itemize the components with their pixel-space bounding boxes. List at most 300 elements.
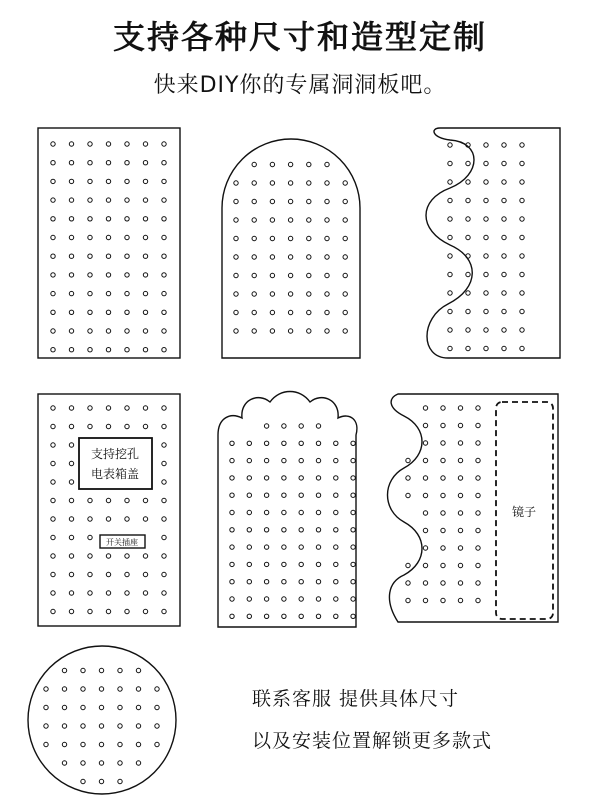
peg-hole [343, 181, 347, 185]
peg-hole [466, 291, 470, 295]
peg-hole [282, 562, 286, 566]
peg-hole [88, 291, 92, 295]
peg-hole [484, 235, 488, 239]
peg-hole [288, 218, 292, 222]
peg-hole [270, 292, 274, 296]
peg-hole [448, 180, 452, 184]
peg-hole [502, 143, 506, 147]
peg-hole [484, 254, 488, 258]
peg-hole [143, 254, 147, 258]
peg-hole [502, 161, 506, 165]
cutout-label-line2: 电表箱盖 [90, 467, 140, 481]
peg-hole [136, 668, 140, 672]
peg-hole [162, 406, 166, 410]
peg-hole [143, 424, 147, 428]
peg-hole [252, 273, 256, 277]
peg-hole [325, 236, 329, 240]
peg-hole [502, 254, 506, 258]
peg-hole [247, 580, 251, 584]
peg-hole [143, 329, 147, 333]
page-title: 支持各种尺寸和造型定制 [112, 18, 487, 56]
peg-hole [136, 687, 140, 691]
peg-hole [44, 687, 48, 691]
socket-label: 开关插座 [106, 538, 138, 547]
peg-hole [476, 581, 480, 585]
peg-hole [234, 329, 238, 333]
peg-hole [423, 598, 427, 602]
peg-hole [476, 406, 480, 410]
peg-hole [307, 218, 311, 222]
peg-hole [448, 161, 452, 165]
peg-hole [282, 458, 286, 462]
peg-hole [125, 554, 129, 558]
peg-hole [299, 424, 303, 428]
peg-hole [125, 217, 129, 221]
peg-hole [316, 562, 320, 566]
peg-hole [441, 528, 445, 532]
peg-hole [51, 443, 55, 447]
peg-hole [81, 687, 85, 691]
peg-hole [502, 198, 506, 202]
peg-hole [143, 348, 147, 352]
peg-hole [484, 309, 488, 313]
mirror-label: 镜子 [511, 505, 537, 519]
peg-hole [143, 406, 147, 410]
peg-hole [162, 310, 166, 314]
peg-hole [484, 198, 488, 202]
peg-hole [99, 668, 103, 672]
peg-hole [502, 309, 506, 313]
peg-hole [51, 310, 55, 314]
peg-hole [51, 273, 55, 277]
peg-hole [466, 328, 470, 332]
peg-hole [520, 328, 524, 332]
peg-hole [351, 528, 355, 532]
peg-hole [316, 493, 320, 497]
peg-hole [270, 236, 274, 240]
peg-hole [162, 498, 166, 502]
peg-hole [155, 724, 159, 728]
peg-hole [252, 218, 256, 222]
peg-hole [125, 424, 129, 428]
peg-hole [299, 614, 303, 618]
peg-hole [69, 179, 73, 183]
peg-hole [88, 517, 92, 521]
peg-hole [288, 273, 292, 277]
peg-hole [520, 272, 524, 276]
peg-hole [125, 310, 129, 314]
peg-hole [69, 572, 73, 576]
peg-hole [325, 310, 329, 314]
peg-hole [316, 580, 320, 584]
peg-hole [270, 162, 274, 166]
peg-hole [484, 217, 488, 221]
peg-hole [69, 480, 73, 484]
peg-hole [520, 161, 524, 165]
peg-hole [162, 329, 166, 333]
peg-hole [502, 272, 506, 276]
peg-hole [466, 309, 470, 313]
peg-hole [325, 181, 329, 185]
peg-hole [299, 580, 303, 584]
peg-hole [299, 441, 303, 445]
peg-hole [125, 254, 129, 258]
peg-hole [88, 554, 92, 558]
peg-hole [88, 179, 92, 183]
peg-hole [99, 687, 103, 691]
peg-hole [282, 597, 286, 601]
peg-hole [143, 572, 147, 576]
peg-hole [247, 562, 251, 566]
peg-hole [162, 424, 166, 428]
peg-hole [69, 461, 73, 465]
peg-hole [143, 591, 147, 595]
peg-hole [476, 511, 480, 515]
peg-hole [106, 273, 110, 277]
peg-hole [252, 181, 256, 185]
peg-hole [51, 554, 55, 558]
peg-hole [466, 235, 470, 239]
peg-hole [316, 424, 320, 428]
peg-hole [334, 614, 338, 618]
peg-hole [230, 545, 234, 549]
peg-hole [448, 198, 452, 202]
peg-hole [88, 235, 92, 239]
peg-hole [230, 597, 234, 601]
peg-hole [51, 142, 55, 146]
peg-hole [476, 546, 480, 550]
peg-hole [448, 291, 452, 295]
peg-hole [270, 181, 274, 185]
peg-hole [247, 510, 251, 514]
peg-hole [155, 687, 159, 691]
peg-hole [118, 724, 122, 728]
peg-hole [106, 217, 110, 221]
peg-hole [69, 291, 73, 295]
peg-hole [423, 476, 427, 480]
peg-hole [520, 291, 524, 295]
peg-hole [476, 528, 480, 532]
peg-hole [288, 255, 292, 259]
peg-hole [458, 441, 462, 445]
peg-hole [106, 291, 110, 295]
peg-hole [458, 563, 462, 567]
peg-hole [458, 511, 462, 515]
peg-hole [155, 705, 159, 709]
peg-hole [51, 161, 55, 165]
peg-hole [448, 217, 452, 221]
contact-line-1: 联系客服 提供具体尺寸 [252, 688, 460, 710]
peg-hole [162, 517, 166, 521]
peg-hole [270, 255, 274, 259]
peg-hole [466, 161, 470, 165]
peg-hole [88, 348, 92, 352]
peg-hole [234, 310, 238, 314]
peg-hole [484, 328, 488, 332]
peg-hole [247, 458, 251, 462]
peg-hole [234, 181, 238, 185]
peg-hole [62, 724, 66, 728]
peg-hole [476, 441, 480, 445]
peg-hole [476, 563, 480, 567]
peg-hole [334, 493, 338, 497]
peg-hole [264, 614, 268, 618]
peg-hole [351, 441, 355, 445]
peg-hole [351, 580, 355, 584]
peg-hole [106, 554, 110, 558]
peg-hole [106, 179, 110, 183]
peg-hole [441, 458, 445, 462]
peg-hole [325, 273, 329, 277]
peg-hole [406, 563, 410, 567]
peg-hole [51, 235, 55, 239]
peg-hole [458, 546, 462, 550]
peg-hole [118, 742, 122, 746]
peg-hole [230, 476, 234, 480]
peg-hole [125, 609, 129, 613]
peg-hole [448, 346, 452, 350]
peg-hole [325, 292, 329, 296]
peg-hole [51, 480, 55, 484]
peg-hole [62, 705, 66, 709]
peg-hole [351, 597, 355, 601]
peg-hole [143, 498, 147, 502]
peg-hole [423, 458, 427, 462]
page-subtitle: 快来DIY你的专属洞洞板吧。 [153, 73, 447, 98]
peg-hole [520, 143, 524, 147]
peg-hole [88, 424, 92, 428]
peg-hole [307, 292, 311, 296]
peg-hole [476, 598, 480, 602]
peg-hole [264, 476, 268, 480]
peg-hole [51, 572, 55, 576]
peg-hole [88, 498, 92, 502]
peg-hole [230, 441, 234, 445]
peg-hole [458, 476, 462, 480]
peg-hole [51, 329, 55, 333]
peg-hole [88, 591, 92, 595]
peg-hole [299, 476, 303, 480]
peg-hole [51, 424, 55, 428]
peg-hole [307, 273, 311, 277]
peg-hole [125, 291, 129, 295]
peg-hole [143, 310, 147, 314]
peg-hole [441, 441, 445, 445]
peg-hole [99, 705, 103, 709]
peg-hole [162, 142, 166, 146]
peg-hole [125, 498, 129, 502]
peg-hole [88, 310, 92, 314]
peg-hole [162, 535, 166, 539]
peg-hole [118, 761, 122, 765]
peg-hole [125, 517, 129, 521]
peg-hole [307, 255, 311, 259]
peg-hole [230, 493, 234, 497]
peg-hole [69, 198, 73, 202]
peg-hole [252, 199, 256, 203]
peg-hole [484, 346, 488, 350]
peg-hole [351, 458, 355, 462]
peg-hole [230, 458, 234, 462]
peg-hole [106, 254, 110, 258]
peg-hole [247, 545, 251, 549]
peg-hole [125, 142, 129, 146]
peg-hole [264, 510, 268, 514]
peg-hole [406, 493, 410, 497]
peg-hole [69, 443, 73, 447]
peg-hole [106, 310, 110, 314]
peg-hole [264, 528, 268, 532]
peg-hole [162, 179, 166, 183]
peg-hole [282, 614, 286, 618]
peg-hole [247, 528, 251, 532]
peg-hole [307, 329, 311, 333]
peg-hole [264, 562, 268, 566]
peg-hole [234, 255, 238, 259]
peg-hole [334, 510, 338, 514]
peg-hole [343, 292, 347, 296]
peg-hole [288, 310, 292, 314]
peg-hole [406, 581, 410, 585]
peg-hole [143, 161, 147, 165]
peg-hole [51, 591, 55, 595]
peg-hole [62, 687, 66, 691]
peg-hole [143, 179, 147, 183]
peg-hole [476, 493, 480, 497]
peg-hole [143, 235, 147, 239]
peg-hole [252, 292, 256, 296]
peg-hole [136, 761, 140, 765]
peg-hole [466, 198, 470, 202]
peg-hole [520, 346, 524, 350]
peg-hole [125, 591, 129, 595]
peg-hole [334, 441, 338, 445]
board-rectangle [38, 128, 180, 358]
peg-hole [62, 742, 66, 746]
peg-hole [316, 458, 320, 462]
peg-hole [458, 423, 462, 427]
peg-hole [88, 217, 92, 221]
peg-hole [343, 310, 347, 314]
peg-hole [282, 510, 286, 514]
peg-hole [230, 528, 234, 532]
peg-hole [69, 161, 73, 165]
peg-hole [125, 161, 129, 165]
peg-hole [230, 614, 234, 618]
peg-hole [162, 591, 166, 595]
peg-hole [270, 218, 274, 222]
peg-hole [299, 597, 303, 601]
peg-hole [448, 235, 452, 239]
peg-hole [307, 181, 311, 185]
peg-hole [299, 458, 303, 462]
peg-hole [316, 510, 320, 514]
peg-hole [106, 591, 110, 595]
peg-hole [484, 161, 488, 165]
peg-hole [351, 545, 355, 549]
peg-hole [466, 180, 470, 184]
peg-hole [88, 161, 92, 165]
peg-hole [423, 546, 427, 550]
peg-hole [162, 554, 166, 558]
peg-hole [44, 724, 48, 728]
peg-hole [162, 480, 166, 484]
peg-hole [51, 198, 55, 202]
peg-hole [88, 406, 92, 410]
peg-hole [88, 198, 92, 202]
peg-hole [288, 162, 292, 166]
peg-hole [299, 545, 303, 549]
peg-hole [252, 236, 256, 240]
peg-hole [502, 217, 506, 221]
peg-hole [316, 476, 320, 480]
peg-hole [423, 423, 427, 427]
peg-hole [88, 142, 92, 146]
peg-hole [69, 254, 73, 258]
peg-hole [325, 162, 329, 166]
peg-hole [270, 199, 274, 203]
peg-hole [423, 493, 427, 497]
peg-hole [88, 329, 92, 333]
peg-hole [125, 406, 129, 410]
peg-hole [423, 563, 427, 567]
peg-hole [441, 598, 445, 602]
peg-hole [448, 272, 452, 276]
peg-hole [234, 218, 238, 222]
peg-hole [118, 705, 122, 709]
peg-hole [143, 142, 147, 146]
peg-hole [282, 493, 286, 497]
peg-hole [81, 742, 85, 746]
peg-hole [99, 761, 103, 765]
peg-hole [441, 546, 445, 550]
peg-hole [162, 291, 166, 295]
peg-hole [264, 458, 268, 462]
peg-hole [252, 162, 256, 166]
peg-hole [69, 498, 73, 502]
peg-hole [51, 217, 55, 221]
peg-hole [423, 581, 427, 585]
peg-hole [448, 143, 452, 147]
peg-hole [162, 273, 166, 277]
peg-hole [106, 572, 110, 576]
peg-hole [406, 458, 410, 462]
meter-box-cutout [79, 438, 152, 489]
peg-hole [325, 255, 329, 259]
peg-hole [234, 236, 238, 240]
peg-hole [69, 424, 73, 428]
board-arch [222, 139, 360, 358]
peg-hole [125, 572, 129, 576]
peg-hole [51, 406, 55, 410]
peg-hole [143, 198, 147, 202]
peg-hole [316, 545, 320, 549]
peg-hole [288, 329, 292, 333]
peg-hole [125, 198, 129, 202]
peg-hole [106, 161, 110, 165]
peg-hole [351, 476, 355, 480]
peg-hole [484, 272, 488, 276]
peg-hole [106, 235, 110, 239]
peg-hole [441, 511, 445, 515]
peg-hole [264, 580, 268, 584]
peg-hole [423, 406, 427, 410]
peg-hole [343, 236, 347, 240]
peg-hole [143, 217, 147, 221]
peg-hole [234, 273, 238, 277]
peg-hole [351, 614, 355, 618]
peg-hole [99, 779, 103, 783]
